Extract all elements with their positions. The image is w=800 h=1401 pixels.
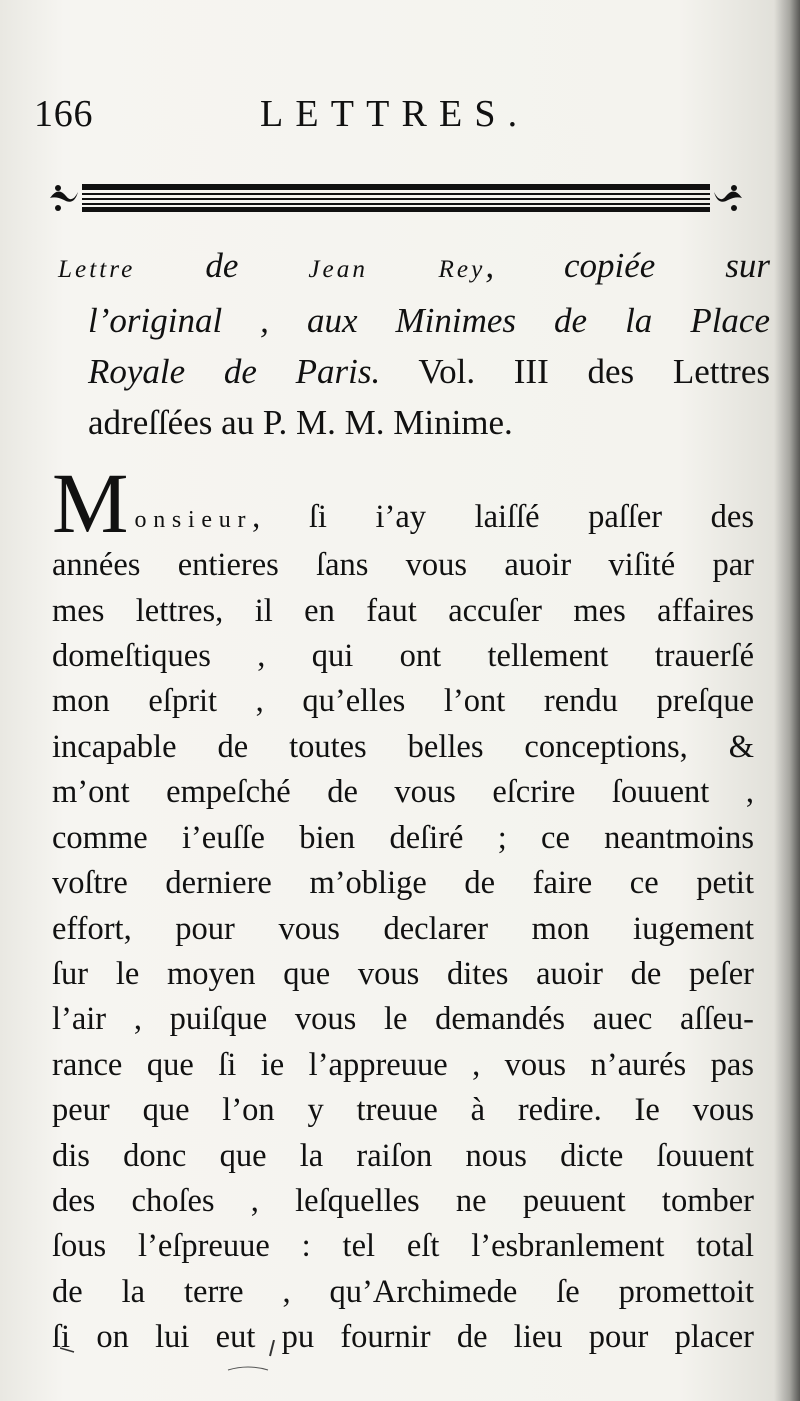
body-line: comme i’euſſe bien deſiré ; ce neantmoins (52, 819, 754, 856)
body-line: incapable de toutes belles conceptions, & (52, 728, 754, 765)
running-header (30, 92, 570, 142)
letter-body (52, 455, 754, 1361)
drop-cap: M (52, 455, 129, 551)
heading-line-2: l’original , aux Minimes de la Place (88, 301, 770, 340)
body-line: ſous l’eſpreuue : tel eſt l’esbranlement total (52, 1228, 754, 1265)
body-lines (52, 543, 754, 1360)
body-line: des choſes , leſquelles ne peuuent tomber (52, 1182, 754, 1219)
body-line: mon eſprit , qu’elles l’ont rendu preſque (52, 683, 754, 720)
body-line: mes lettres, il en faut accuſer mes affaires (52, 592, 754, 629)
body-line: domeſtiques , qui ont tellement trauerſé (52, 638, 754, 675)
running-title: LETTRES. (260, 93, 530, 135)
body-line: ſur le moyen que vous dites auoir de peſer (52, 955, 754, 992)
body-line: l’air , puiſque vous le demandés auec aſſeu- (52, 1001, 754, 1038)
body-line: peur que l’on y treuue à redire. Ie vous (52, 1092, 754, 1129)
page-number: 166 (34, 93, 94, 135)
body-line: m’ont empeſché de vous eſcrire ſouuent , (52, 774, 754, 811)
heading-line-1: Lettre de Jean Rey, copiée sur (58, 246, 771, 285)
heading-line-3: Royale de Paris. Vol. III des Lettres (88, 352, 770, 391)
body-line: rance que ſi ie l’appreuue , vous n’aurés pas (52, 1046, 754, 1083)
body-first-line: Monsieur, ſi i’ay laiſſé paſſer des (52, 455, 754, 551)
ornamental-rule (48, 178, 744, 218)
left-fleuron-icon (50, 185, 78, 211)
page-edge-shadow (774, 0, 800, 1401)
body-line: effort, pour vous declarer mon iugement (52, 910, 754, 947)
heading-line-4: adreſſées au P. M. M. Minime. (88, 403, 513, 442)
page-marks (60, 1340, 760, 1380)
body-line: dis donc que la raiſon nous dicte ſouuent (52, 1137, 754, 1174)
body-line: de la terre , qu’Archimede ſe promettoit (52, 1273, 754, 1310)
right-fleuron-icon (714, 185, 742, 211)
body-line: années entieres ſans vous auoir viſité par (52, 547, 754, 584)
body-line: voſtre derniere m’oblige de faire ce petit (52, 865, 754, 902)
body-line: ſi on lui eut pu fournir de lieu pour placer (52, 1319, 754, 1356)
letter-heading (58, 240, 770, 448)
